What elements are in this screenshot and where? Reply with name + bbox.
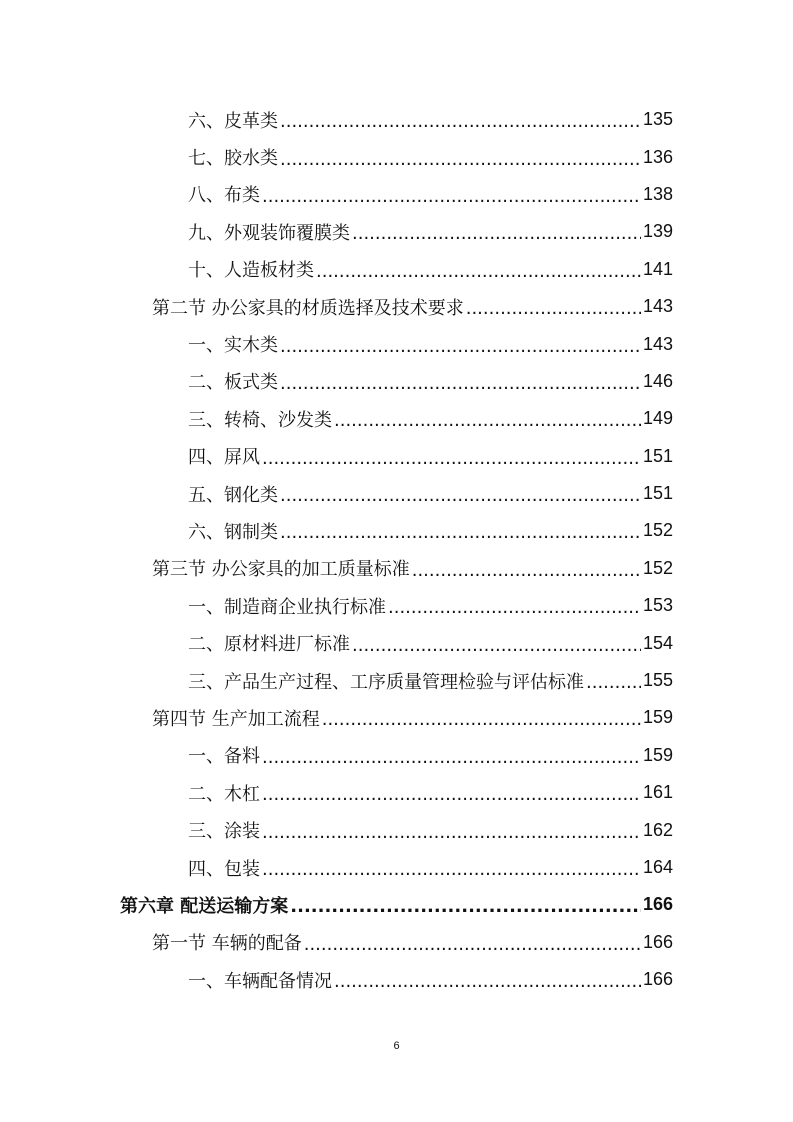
toc-leader-dots (352, 635, 641, 656)
toc-leader-dots (334, 410, 641, 431)
toc-entry-label: 四、屏风 (188, 447, 260, 469)
toc-leader-dots (322, 709, 641, 730)
toc-entry-label: 第四节 生产加工流程 (152, 708, 320, 730)
toc-entry-page: 151 (642, 483, 673, 504)
toc-entry[interactable] (0, 101, 673, 138)
toc-entry-page: 166 (642, 969, 673, 990)
toc-entry-label: 三、转椅、沙发类 (188, 409, 332, 431)
toc-entry[interactable] (0, 737, 673, 774)
toc-entry-label: 第三节 办公家具的加工质量标准 (152, 559, 410, 581)
toc-entry-page: 146 (642, 370, 673, 391)
toc-entry[interactable] (0, 138, 673, 175)
toc-entry-page: 152 (642, 520, 673, 541)
toc-leader-dots (262, 747, 641, 768)
toc-leader-dots (280, 522, 641, 543)
toc-leader-dots (280, 485, 641, 506)
toc-entry-page: 166 (642, 931, 673, 952)
toc-entry[interactable] (0, 400, 673, 437)
toc-entry[interactable] (0, 662, 673, 699)
toc-leader-dots (586, 672, 641, 693)
toc-leader-dots (262, 784, 641, 805)
toc-entry[interactable] (0, 924, 673, 961)
toc-entry-page: 139 (642, 221, 673, 242)
toc-entry[interactable] (0, 363, 673, 400)
toc-entry-label: 八、布类 (188, 185, 260, 207)
toc-entry-label: 第六章 配送运输方案 (120, 895, 289, 917)
toc-entry[interactable] (0, 961, 673, 998)
toc-entry-label: 第二节 办公家具的材质选择及技术要求 (152, 297, 464, 319)
toc-entry[interactable] (0, 699, 673, 736)
toc-entry-label: 三、涂装 (188, 821, 260, 843)
toc-leader-dots (280, 336, 641, 357)
toc-entry[interactable] (0, 213, 673, 250)
toc-entry-page: 135 (642, 109, 673, 130)
toc-entry-label: 一、制造商企业执行标准 (188, 596, 386, 618)
toc-leader-dots (262, 822, 641, 843)
toc-entry-label: 二、木杠 (188, 783, 260, 805)
toc-leader-dots (316, 261, 641, 282)
toc-entry[interactable] (0, 849, 673, 886)
toc-entry-label: 二、板式类 (188, 372, 278, 394)
toc-entry[interactable] (0, 774, 673, 811)
toc-leader-dots (262, 448, 641, 469)
toc-entry[interactable] (0, 251, 673, 288)
toc-leader-dots (290, 896, 641, 917)
toc-entry-label: 九、外观装饰覆膜类 (188, 222, 350, 244)
toc-entry-page: 143 (642, 333, 673, 354)
toc-entry-page: 161 (642, 782, 673, 803)
toc-entry-label: 四、包装 (188, 858, 260, 880)
toc-entry[interactable] (0, 475, 673, 512)
toc-entry-page: 164 (642, 857, 673, 877)
toc-leader-dots (304, 934, 641, 955)
toc-entry-page: 162 (642, 819, 673, 840)
toc-entry-label: 七、胶水类 (188, 148, 278, 170)
toc-entry-page: 136 (642, 146, 673, 167)
toc-entry-page: 143 (642, 296, 673, 317)
toc-entry[interactable] (0, 512, 673, 549)
toc-entry[interactable] (0, 176, 673, 213)
toc-entry[interactable] (0, 550, 673, 587)
toc-entry-label: 一、实木类 (188, 335, 278, 357)
toc-leader-dots (280, 373, 641, 394)
toc-leader-dots (412, 560, 641, 581)
toc-entry[interactable] (0, 811, 673, 848)
toc-leader-dots (466, 298, 641, 319)
toc-entry-page: 159 (642, 707, 673, 728)
toc-entry-page: 159 (642, 744, 673, 765)
toc-entry-page: 152 (642, 557, 673, 578)
toc-leader-dots (388, 597, 641, 618)
toc-leader-dots (334, 971, 641, 992)
toc-leader-dots (262, 186, 641, 207)
toc-entry-page: 166 (642, 894, 673, 915)
toc-entry-page: 138 (642, 183, 673, 204)
toc-entry-page: 149 (642, 408, 673, 429)
toc-entry-label: 一、备料 (188, 746, 260, 768)
toc-entry[interactable] (0, 587, 673, 624)
toc-entry-label: 三、产品生产过程、工序质量管理检验与评估标准 (188, 671, 584, 693)
toc-leader-dots (262, 859, 641, 880)
toc-entry[interactable] (0, 325, 673, 362)
toc-leader-dots (280, 149, 641, 170)
toc-entry-label: 十、人造板材类 (188, 260, 314, 282)
toc-entry-page: 153 (642, 595, 673, 616)
toc-entry-label: 六、钢制类 (188, 521, 278, 543)
toc-entry-page: 141 (642, 258, 673, 279)
toc-entry-page: 155 (642, 670, 673, 691)
toc-entry[interactable] (0, 438, 673, 475)
toc-entry[interactable] (0, 288, 673, 325)
page-number: 6 (393, 1040, 400, 1052)
toc-entry[interactable] (0, 624, 673, 661)
toc-leader-dots (352, 223, 641, 244)
toc-entry-label: 二、原材料进厂标准 (188, 634, 350, 656)
toc-entry-label: 一、车辆配备情况 (188, 970, 332, 992)
toc-entry-label: 五、钢化类 (188, 484, 278, 506)
table-of-contents (0, 101, 793, 998)
toc-leader-dots (280, 111, 641, 132)
toc-entry-label: 第一节 车辆的配备 (152, 933, 302, 955)
toc-entry-page: 151 (642, 445, 673, 466)
toc-entry[interactable] (0, 886, 673, 923)
toc-entry-label: 六、皮革类 (188, 110, 278, 132)
toc-entry-page: 154 (642, 632, 673, 653)
